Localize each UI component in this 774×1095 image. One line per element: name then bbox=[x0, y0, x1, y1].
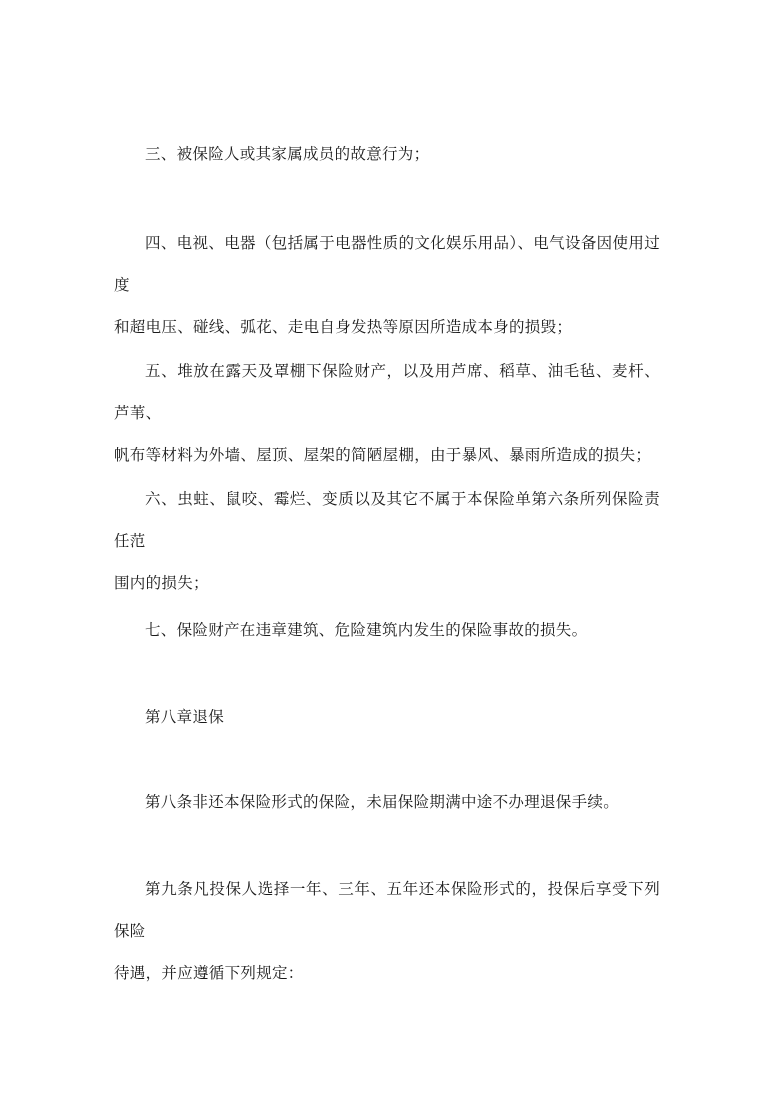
paragraph-line: 帆布等材料为外墙、屋顶、屋架的简陋屋棚，由于暴风、暴雨所造成的损失； bbox=[114, 446, 652, 464]
paragraph-line: 围内的损失； bbox=[114, 574, 209, 592]
paragraph-line: 六、虫蛀、鼠咬、霉烂、变质以及其它不属于本保险单第六条所列保险责任范 bbox=[114, 490, 660, 550]
paragraph-line: 第九条凡投保人选择一年、三年、五年还本保险形式的，投保后享受下列保险 bbox=[114, 880, 660, 940]
paragraph-clause-6 bbox=[114, 478, 660, 604]
paragraph-line: 第八条非还本保险形式的保险，未届保险期满中途不办理退保手续。 bbox=[145, 793, 620, 811]
paragraph-clause-4 bbox=[114, 222, 660, 348]
paragraph-clause-5 bbox=[114, 350, 660, 476]
chapter-title: 第八章退保 bbox=[145, 708, 225, 726]
paragraph-article-8 bbox=[114, 781, 660, 823]
paragraph-line: 三、被保险人或其家属成员的故意行为； bbox=[145, 145, 430, 163]
paragraph-line: 待遇，并应遵循下列规定： bbox=[114, 964, 304, 982]
paragraph-article-9 bbox=[114, 868, 660, 994]
paragraph-line: 五、堆放在露天及罩棚下保险财产，以及用芦席、稻草、油毛毡、麦杆、芦苇、 bbox=[114, 362, 660, 422]
chapter-heading bbox=[114, 696, 660, 738]
paragraph-line: 四、电视、电器（包括属于电器性质的文化娱乐用品）、电气设备因使用过度 bbox=[114, 234, 660, 294]
paragraph-clause-3 bbox=[114, 133, 660, 175]
paragraph-line: 和超电压、碰线、弧花、走电自身发热等原因所造成本身的损毁； bbox=[114, 318, 573, 336]
paragraph-clause-7 bbox=[114, 609, 660, 651]
paragraph-line: 七、保险财产在违章建筑、危险建筑内发生的保险事故的损失。 bbox=[145, 621, 588, 639]
